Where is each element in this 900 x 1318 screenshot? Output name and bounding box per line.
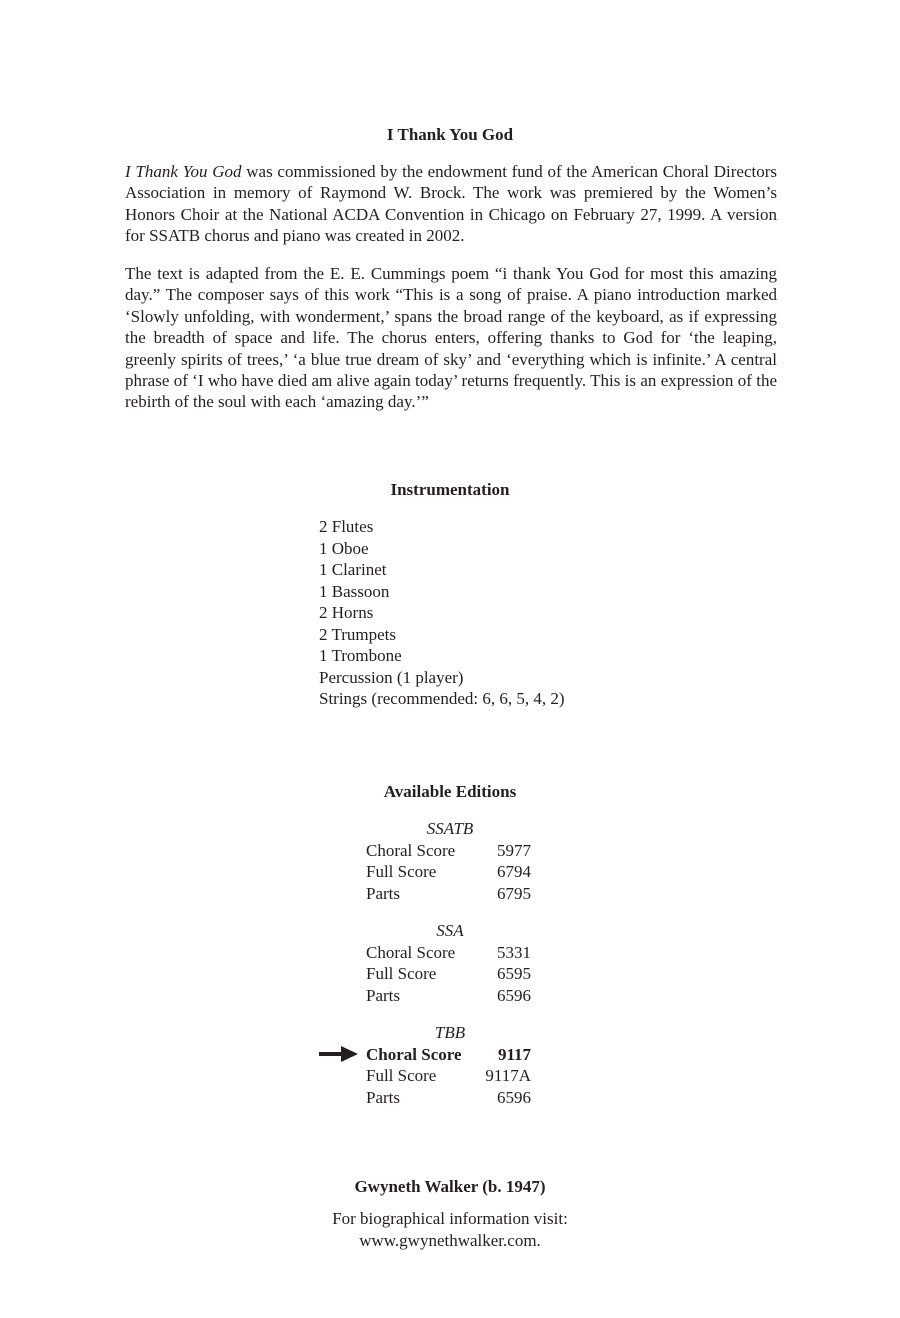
edition-row — [366, 883, 536, 905]
edition-row-highlighted — [366, 1044, 536, 1066]
right-arrow-icon — [319, 1045, 359, 1063]
instrumentation-heading: Instrumentation — [390, 480, 510, 499]
edition-row — [366, 985, 536, 1007]
edition-label: Choral Score — [366, 840, 456, 860]
edition-row — [366, 840, 536, 862]
edition-number: 6795 — [497, 883, 531, 903]
instrument-item: Percussion (1 player) — [319, 667, 464, 687]
instrument-item: 1 Bassoon — [319, 581, 390, 601]
edition-number: 9117A — [485, 1066, 531, 1085]
composer-name: Gwyneth Walker (b. 1947) — [354, 1177, 546, 1196]
edition-group-ssatb — [366, 818, 536, 904]
edition-voicing-label: SSATB — [426, 819, 474, 838]
edition-label: Full Score — [366, 964, 437, 983]
work-title-italic: I Thank You God — [125, 162, 242, 181]
instrument-item: Strings (recommended: 6, 6, 5, 4, 2) — [319, 689, 565, 708]
edition-label: Full Score — [366, 862, 437, 881]
instrument-item: 1 Trombone — [319, 646, 402, 665]
composer-bio — [0, 1208, 900, 1251]
intro-paragraph-2: The text is adapted from the E. E. Cummings poem “i thank You God for most this amazing day.” The composer says of this work “This is a song of praise. A piano introduction marked ‘Slowly unfolding, with wonderment,’ spans the broad range of the keyboard, as if expressing the breadth of space and life. The chorus enters, offering thanks to God for ‘the leaping, greenly spirits of trees,’ ‘a blue true dream of sky’ and ‘everything which is infinite.’ A central phrase of ‘I who have died am alive again today’ returns frequently. This is an expression of the rebirth of the soul with each ‘amazing day.’” — [125, 264, 777, 412]
instrument-item: 1 Oboe — [319, 538, 369, 558]
edition-number: 6596 — [497, 1087, 531, 1107]
edition-number: 6595 — [497, 964, 531, 983]
edition-row — [366, 942, 536, 964]
instrument-item: 1 Clarinet — [319, 560, 387, 579]
edition-row — [366, 1087, 536, 1109]
edition-number: 5331 — [497, 942, 531, 962]
page-title: I Thank You God — [386, 125, 514, 144]
edition-row — [366, 963, 536, 985]
available-editions-heading: Available Editions — [383, 782, 517, 801]
edition-number: 5977 — [497, 840, 531, 860]
edition-number: 6596 — [497, 985, 531, 1005]
bio-text: For biographical information visit: — [332, 1209, 568, 1228]
intro-paragraph-1 — [125, 161, 777, 247]
instrument-item: 2 Trumpets — [319, 624, 396, 644]
intro-paragraph-1-text: was commissioned by the endowment fund of the American Choral Directors Association in memory of Raymond W. Brock. The work was premiered by the Women’s Honors Choir at the National ACDA Convention in Chicago on February 27, 1999. A version for SSATB chorus and piano was created in 2002. — [125, 162, 777, 246]
edition-label: Full Score — [366, 1066, 437, 1085]
edition-number: 9117 — [497, 1044, 531, 1064]
edition-row — [366, 861, 536, 883]
instrumentation-list — [319, 516, 565, 710]
edition-label: Parts — [366, 985, 400, 1005]
edition-voicing-label: TBB — [434, 1023, 466, 1042]
edition-label: Choral Score — [366, 1044, 462, 1064]
edition-voicing-label: SSA — [436, 921, 464, 940]
edition-label: Choral Score — [366, 942, 456, 962]
edition-group-ssa — [366, 920, 536, 1006]
edition-row — [366, 1065, 536, 1087]
edition-number: 6794 — [497, 862, 531, 881]
website-link[interactable]: www.gwynethwalker.com. — [359, 1230, 541, 1250]
instrument-item: 2 Horns — [319, 603, 374, 622]
edition-label: Parts — [366, 883, 400, 903]
instrument-item: 2 Flutes — [319, 517, 374, 536]
edition-label: Parts — [366, 1087, 400, 1107]
edition-group-tbb — [366, 1022, 536, 1108]
